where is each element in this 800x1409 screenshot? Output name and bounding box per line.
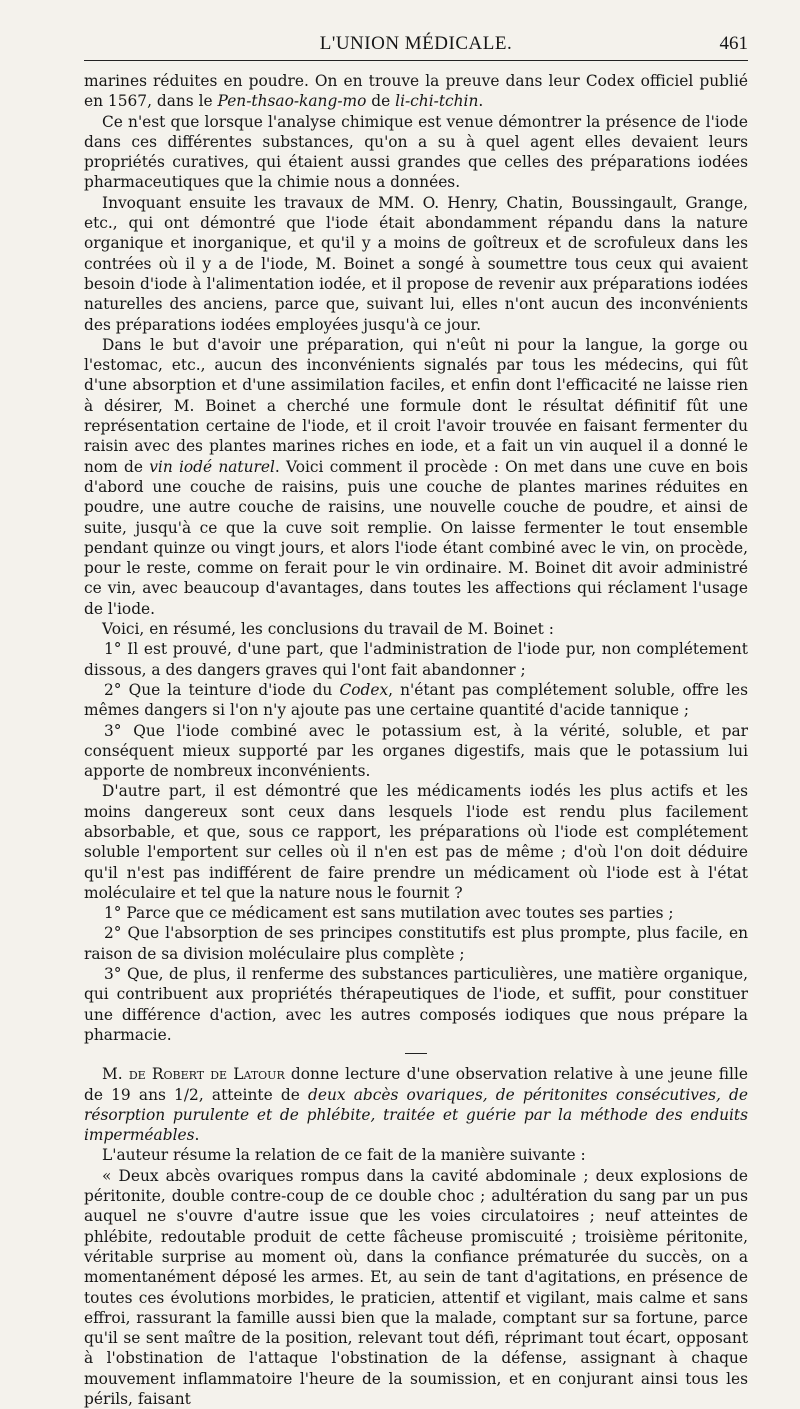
journal-title: L'UNION MÉDICALE.: [319, 33, 513, 54]
conclusion-item-1: 1° Il est prouvé, d'une part, que l'administration de l'iode pur, non complétement dissous, a des dangers graves qui l'ont fait abandonner ;: [84, 640, 748, 679]
page-number: 461: [719, 33, 748, 54]
reason-item-1: 1° Parce que ce médicament est sans mutilation avec toutes ses parties ;: [104, 904, 674, 923]
paragraph-conclusions-intro: Voici, en résumé, les conclusions du travail de M. Boinet :: [102, 620, 554, 639]
running-head: [84, 30, 748, 61]
paragraph-other-part: D'autre part, il est démontré que les médicaments iodés les plus actifs et les moins dangereux sont ceux dans lesquels l'iode est rendu plus facilement absorbable, et que, sous ce rapport, les préparations où l'iode est complétement soluble l'emportent sur celles où il n'en est pas de même ; d'où l'on doit déduire qu'il n'est pas indifférent de faire prendre un médicament où l'iode est à l'état moléculaire et tel que la nature nous le fournit ?: [84, 782, 748, 902]
paragraph-summary-intro: L'auteur résume la relation de ce fait de la manière suivante :: [102, 1146, 586, 1165]
paragraph-invoking-works: Invoquant ensuite les travaux de MM. O. Henry, Chatin, Boussingault, Grange, etc., qui ont démontré que l'iode était abondamment répandu dans la nature organique et inorganique, et qu'il y a moins de goîtreux et de scrofuleux dans les contrées où il y a de l'iode, M. Boinet a songé à soumettre tous ceux qui avaient besoin d'iode à l'alimentation iodée, et il propose de revenir aux préparations iodées naturelles des anciens, parce que, suivant lui, elles n'ont aucun des inconvénients des préparations iodées employées jusqu'à ce jour.: [84, 193, 748, 334]
article-body: [84, 71, 748, 1409]
reason-item-2: 2° Que l'absorption de ses principes constitutifs est plus prompte, plus facile, en raison de sa division moléculaire plus complète ;: [84, 924, 748, 963]
paragraph-observation: M. de Robert de Latour donne lecture d'une observation relative à une jeune fille de 19 ans 1/2, atteinte de deux abcès ovariques, de péritonites consécutives, de résorption purulente et de phlébite, traitée et guérie par la méthode des enduits imperméables.: [84, 1065, 748, 1145]
paragraph-quotation: « Deux abcès ovariques rompus dans la cavité abdominale ; deux explosions de péritonite, double contre-coup de ce double choc ; adultération du sang par un pus auquel ne s'ouvre d'autre issue que les voies circulatoires ; neuf atteintes de phlébite, redoutable produit de cette fâcheuse promiscuité ; troisième péritonite, véritable surprise au moment où, dans la confiance prématurée du succès, on a momentanément déposé les armes. Et, au sein de tant d'agitations, en présence de toutes ces évolutions morbides, le praticien, attentif et vigilant, mais calme et sans effroi, rassurant la famille aussi bien que la malade, comptant sur sa fortune, parce qu'il se sent maître de la position, relevant tout défi, réprimant tout écart, opposant à l'obstination de l'attaque l'obstination de la défense, assignant à chaque mouvement inflammatoire l'heure de la soumission, et en conjurant ainsi tous les périls, faisant: [84, 1166, 748, 1408]
book-title: Pen-thsao-kang-mo: [217, 92, 367, 111]
section-divider: [405, 1053, 427, 1054]
conclusion-item-2: 2° Que la teinture d'iode du Codex, n'étant pas complétement soluble, offre les mêmes dangers si l'on n'y ajoute pas une certaine quantité d'acide tannique ;: [84, 680, 748, 720]
paragraph-preparation: Dans le but d'avoir une préparation, qui n'eût ni pour la langue, la gorge ou l'estomac, etc., aucun des inconvénients signalés par tous les médecins, qui fût d'une absorption et d'une assimilation faciles, et enfin dont l'efficacité ne laisse rien à désirer, M. Boinet a cherché une formule dont le résultat définitif fût une représentation certaine de l'iode, et il croit l'avoir trouvée en faisant fermenter du raisin avec des plantes marines riches en iode, et a fait un vin auquel il a donné le nom de vin iodé naturel. Voici comment il procède : On met dans une cuve en bois d'abord une couche de raisins, puis une couche de plantes marines réduites en poudre, une autre couche de raisins, une nouvelle couche de poudre, et ainsi de suite, jusqu'à ce que la cuve soit remplie. On laisse fermenter le tout ensemble pendant quinze ou vingt jours, et alors l'iode étant combiné avec le vin, on procède, pour le reste, comme on ferait pour le vin ordinaire. M. Boinet dit avoir administré ce vin, avec beaucoup d'avantages, dans toutes les affections qui réclament l'usage de l'iode.: [84, 335, 748, 618]
codex-term: Codex: [339, 680, 389, 699]
author-name: li-chi-tchin: [395, 92, 479, 111]
paragraph-chemical-analysis: Ce n'est que lorsque l'analyse chimique est venue démontrer la présence de l'iode dans ces différentes substances, qu'on a su à quel agent elles devaient leurs propriétés curatives, qui étaient aussi grandes que celles des préparations iodées pharmaceutiques que la chimie nous a données.: [84, 112, 748, 192]
paragraph-codex: marines réduites en poudre. On en trouve la preuve dans leur Codex officiel publié en 1567, dans le Pen-thsao-kang-mo de li-chi-tchin.: [84, 72, 748, 111]
reason-item-3: 3° Que, de plus, il renferme des substances particulières, une matière organique, qui contribuent aux propriétés thérapeutiques de l'iode, et suffit, pour constituer une différence d'action, avec les autres composés iodiques que nous prépare la pharmacie.: [84, 965, 748, 1044]
observation-title: deux abcès ovariques, de péritonites consécutives, de résorption purulente et de phlébite, traitée et guérie par la méthode des enduits imperméables: [84, 1085, 748, 1145]
speaker-name: M. de Robert de Latour: [102, 1065, 285, 1084]
conclusion-item-3: 3° Que l'iode combiné avec le potassium est, à la vérité, soluble, et par conséquent mieux supporté par les organes digestifs, mais que le potassium lui apporte de nombreux inconvénients.: [84, 721, 748, 781]
wine-name: vin iodé naturel: [149, 457, 275, 476]
